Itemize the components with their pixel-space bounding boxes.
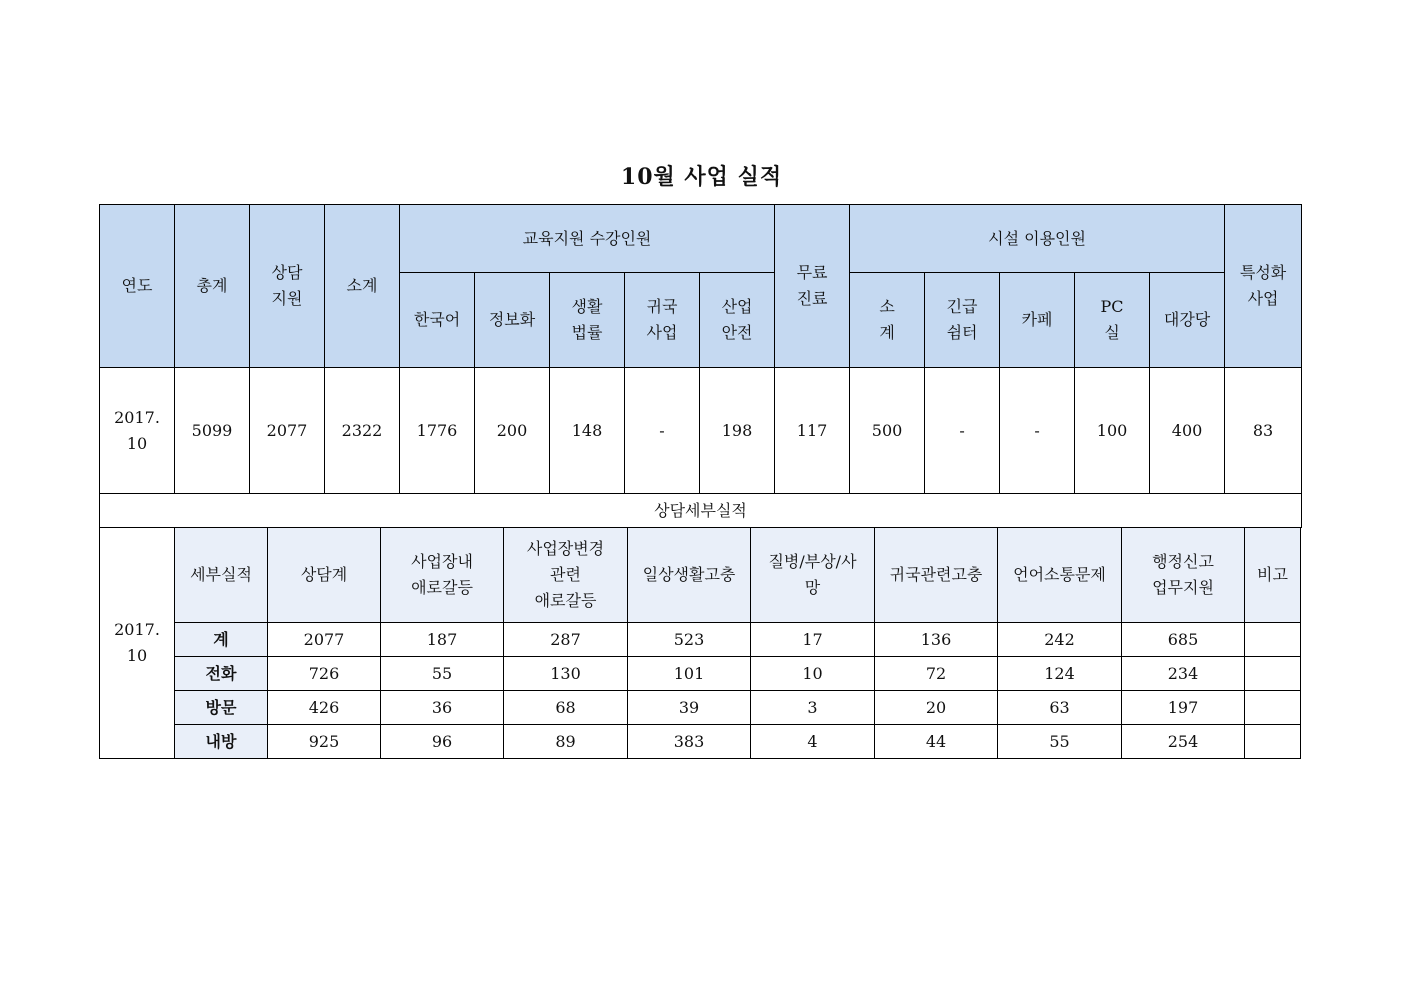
cell-special: 83 [1225,368,1302,494]
header-facility-hall: 대강당 [1150,273,1225,368]
detail-cell-workplace-conflict: 55 [381,657,504,691]
cell-facility-hall: 400 [1150,368,1225,494]
detail-cell-admin-support: 234 [1122,657,1245,691]
header-facility-group: 시설 이용인원 [850,205,1225,273]
detail-header-return-home: 귀국관련고충 [875,528,998,623]
detail-cell-note [1245,725,1301,759]
detail-cell-workplace-conflict: 187 [381,623,504,657]
detail-header-detail-category: 세부실적 [175,528,268,623]
detail-cell-return-home: 20 [875,691,998,725]
detail-section-title: 상담세부실적 [100,494,1302,528]
table-row [100,623,1301,657]
detail-cell-return-home: 72 [875,657,998,691]
detail-header-workplace-conflict: 사업장내 애로갈등 [381,528,504,623]
detail-cell-note [1245,691,1301,725]
cell-facility-cafe: - [1000,368,1075,494]
header-special: 특성화 사업 [1225,205,1302,368]
detail-cell-illness-injury-death: 3 [751,691,875,725]
cell-education-it: 200 [475,368,550,494]
detail-cell-job-change-conflict: 130 [504,657,628,691]
table-row [100,691,1301,725]
header-facility-pc: PC 실 [1075,273,1150,368]
page-title: 10월 사업 실적 [620,164,783,190]
detail-header-language: 언어소통문제 [998,528,1122,623]
detail-cell-language: 55 [998,725,1122,759]
table-row [100,368,1302,494]
detail-cell-admin-support: 254 [1122,725,1245,759]
detail-header-admin-support: 행정신고 업무지원 [1122,528,1245,623]
cell-facility-subtotal: 500 [850,368,925,494]
detail-cell-job-change-conflict: 89 [504,725,628,759]
detail-year: 2017. 10 [100,528,175,759]
detail-cell-admin-support: 685 [1122,623,1245,657]
performance-table [99,204,1302,528]
detail-cell-job-change-conflict: 68 [504,691,628,725]
detail-cell-language: 242 [998,623,1122,657]
detail-header-daily-life: 일상생활고충 [628,528,751,623]
detail-row-label: 계 [175,623,268,657]
cell-year: 2017. 10 [100,368,175,494]
cell-education-safety: 198 [700,368,775,494]
header-counseling: 상담 지원 [250,205,325,368]
detail-cell-workplace-conflict: 36 [381,691,504,725]
detail-cell-daily-life: 383 [628,725,751,759]
detail-cell-return-home: 136 [875,623,998,657]
header-education-korean: 한국어 [400,273,475,368]
detail-cell-daily-life: 101 [628,657,751,691]
detail-header-illness-injury-death: 질병/부상/사 망 [751,528,875,623]
header-education-law: 생활 법률 [550,273,625,368]
detail-table [99,527,1301,759]
detail-cell-language: 124 [998,657,1122,691]
detail-row-label: 방문 [175,691,268,725]
detail-cell-workplace-conflict: 96 [381,725,504,759]
detail-header-note: 비고 [1245,528,1301,623]
header-year: 연도 [100,205,175,368]
detail-cell-note [1245,623,1301,657]
detail-cell-daily-life: 39 [628,691,751,725]
detail-cell-illness-injury-death: 4 [751,725,875,759]
header-free-care: 무료 진료 [775,205,850,368]
detail-row-label: 내방 [175,725,268,759]
detail-cell-job-change-conflict: 287 [504,623,628,657]
cell-total: 5099 [175,368,250,494]
detail-header-row [100,528,1301,623]
detail-header-job-change-conflict: 사업장변경 관련 애로갈등 [504,528,628,623]
cell-counseling: 2077 [250,368,325,494]
detail-cell-total: 925 [268,725,381,759]
header-facility-cafe: 카페 [1000,273,1075,368]
cell-education-law: 148 [550,368,625,494]
header-facility-subtotal: 소 계 [850,273,925,368]
cell-subtotal: 2322 [325,368,400,494]
detail-cell-illness-injury-death: 10 [751,657,875,691]
detail-cell-total: 426 [268,691,381,725]
cell-facility-pc: 100 [1075,368,1150,494]
detail-cell-admin-support: 197 [1122,691,1245,725]
detail-cell-language: 63 [998,691,1122,725]
header-subtotal: 소계 [325,205,400,368]
cell-education-korean: 1776 [400,368,475,494]
header-education-safety: 산업 안전 [700,273,775,368]
detail-cell-return-home: 44 [875,725,998,759]
detail-cell-illness-injury-death: 17 [751,623,875,657]
header-education-return: 귀국 사업 [625,273,700,368]
cell-facility-shelter: - [925,368,1000,494]
detail-cell-daily-life: 523 [628,623,751,657]
header-total: 총계 [175,205,250,368]
cell-free-care: 117 [775,368,850,494]
table-row [100,657,1301,691]
cell-education-return: - [625,368,700,494]
detail-cell-total: 726 [268,657,381,691]
header-facility-shelter: 긴급 쉼터 [925,273,1000,368]
detail-cell-total: 2077 [268,623,381,657]
detail-cell-note [1245,657,1301,691]
table-row [100,725,1301,759]
detail-row-label: 전화 [175,657,268,691]
detail-header-total: 상담계 [268,528,381,623]
header-education-it: 정보화 [475,273,550,368]
header-education-group: 교육지원 수강인원 [400,205,775,273]
